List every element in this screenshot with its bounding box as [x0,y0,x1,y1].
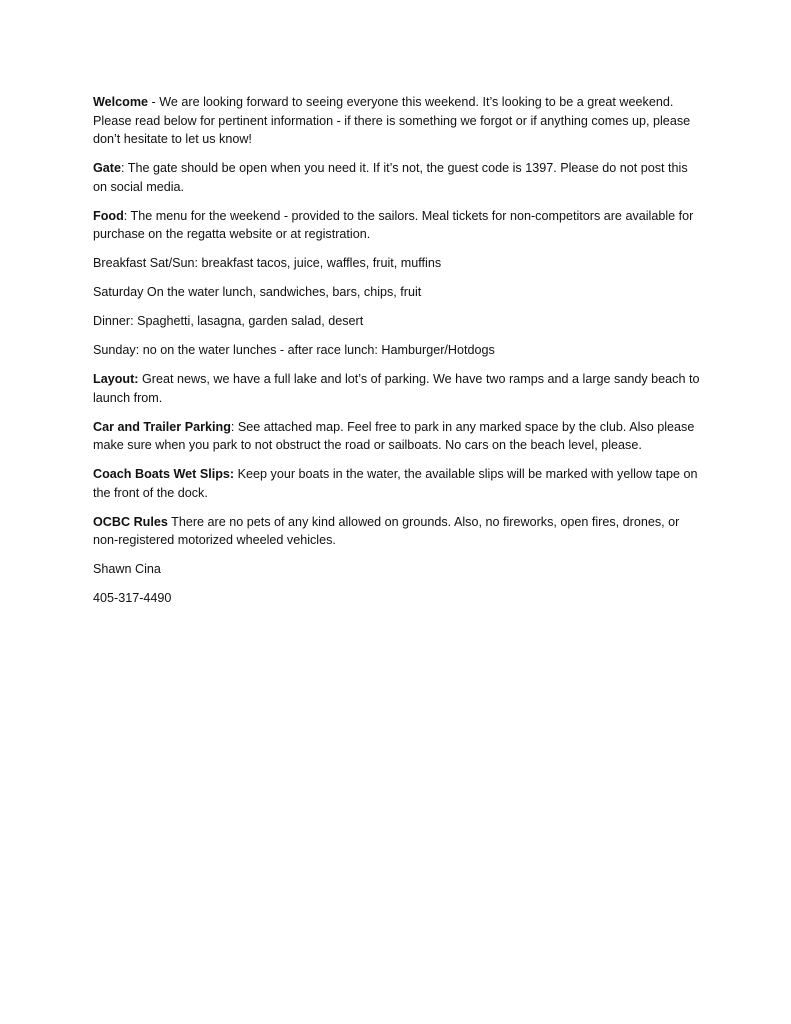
dinner-menu-text: Dinner: Spaghetti, lasagna, garden salad, desert [93,314,364,328]
wet-slips-label: Coach Boats Wet Slips: [93,467,235,481]
food-paragraph [93,207,705,244]
wet-slips-text: Keep your boats in the water, the available slips will be marked with yellow tape on the front of the dock. [93,467,698,500]
food-text: : The menu for the weekend - provided to the sailors. Meal tickets for non-competitors are available for purchase on the regatta website or at registration. [93,208,694,241]
welcome-paragraph [93,93,705,149]
sunday-lunch-line [93,341,705,360]
parking-label: Car and Trailer Parking [93,419,231,434]
gate-label: Gate [93,161,121,175]
contact-name-text: Shawn Cina [93,562,161,576]
sunday-lunch-text: Sunday: no on the water lunches - after race lunch: Hamburger/Hotdogs [93,343,495,357]
breakfast-menu-text: Breakfast Sat/Sun: breakfast tacos, juice, waffles, fruit, muffins [93,256,442,270]
parking-paragraph [93,418,705,455]
document-page [93,93,705,618]
welcome-text: - We are looking forward to seeing everyone this weekend. It’s looking to be a great weekend. Please read below for pertinent information - if there is something we forgot or if anything comes up, please don’t hesitate to let us know! [93,95,691,146]
layout-text: Great news, we have a full lake and lot’s of parking. We have two ramps and a large sandy beach to launch from. [93,372,700,405]
dinner-menu-line [93,312,705,331]
rules-label: OCBC Rules [93,514,168,529]
rules-text: There are no pets of any kind allowed on grounds. Also, no fireworks, open fires, drones, or non-registered motorized wheeled vehicles. [93,514,680,547]
contact-phone [93,589,705,608]
welcome-label: Welcome [93,95,149,109]
saturday-lunch-text: Saturday On the water lunch, sandwiches, bars, chips, fruit [93,285,422,299]
rules-paragraph [93,513,705,550]
saturday-lunch-line [93,283,705,302]
breakfast-menu-line [93,254,705,273]
gate-paragraph [93,159,705,196]
parking-text: : See attached map. Feel free to park in any marked space by the club. Also please make sure when you park to not obstruct the road or sailboats. No cars on the beach level, please. [93,419,695,452]
layout-paragraph [93,370,705,407]
gate-text: : The gate should be open when you need it. If it’s not, the guest code is 1397. Please do not post this on social media. [93,161,688,194]
layout-label: Layout: [93,372,139,386]
contact-name [93,560,705,579]
food-label: Food [93,208,124,223]
wet-slips-paragraph [93,465,705,502]
contact-phone-text: 405-317-4490 [93,591,172,605]
